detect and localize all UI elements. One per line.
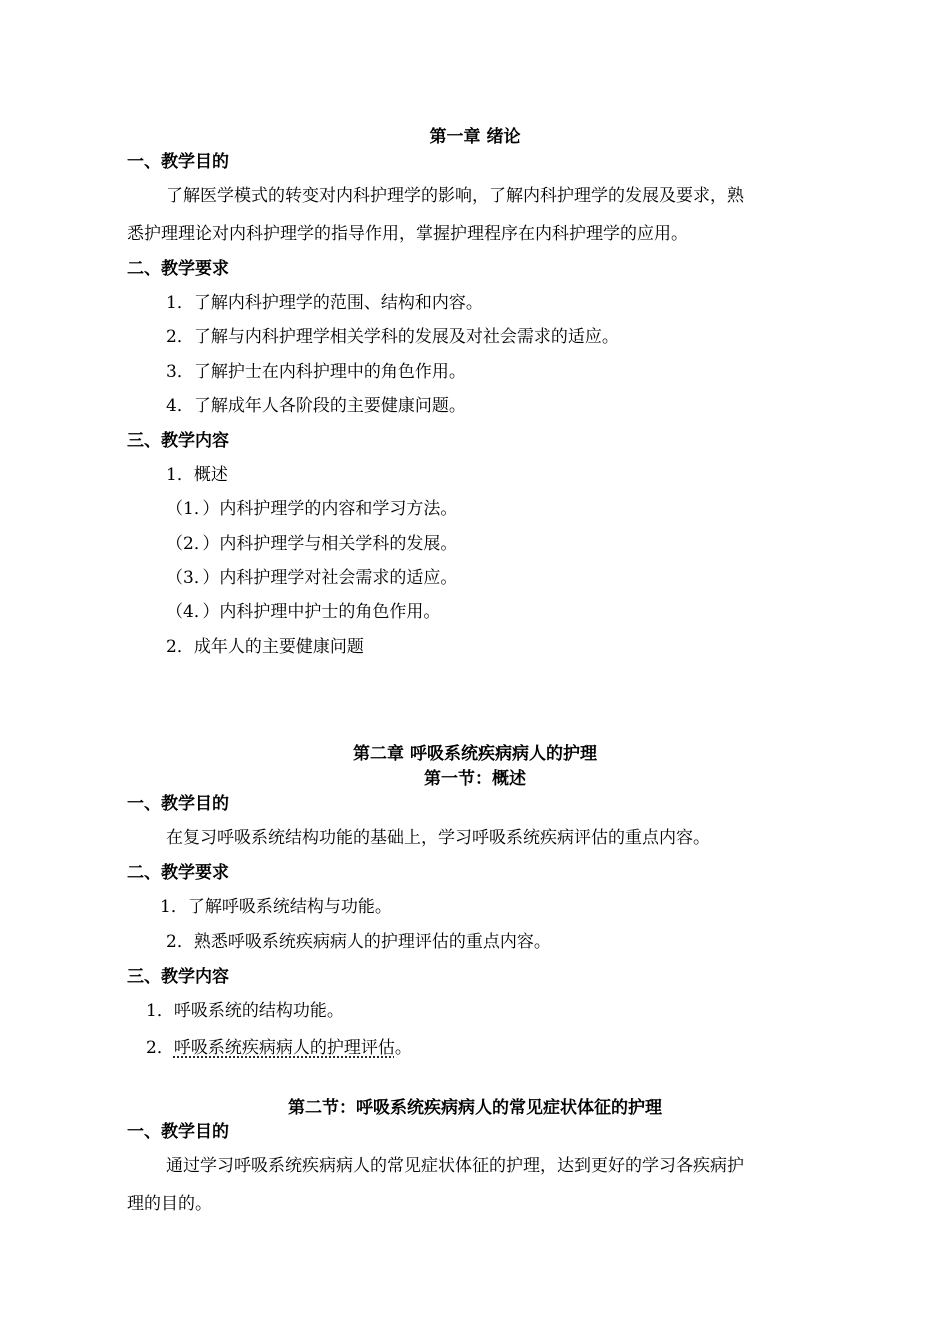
ch1-content-1-sub-1: （1．）内科护理学的内容和学习方法。 xyxy=(166,499,458,519)
ch2-content-1: 1．呼吸系统的结构功能。 xyxy=(146,1001,344,1021)
chapter-1-title: 第一章 绪论 xyxy=(429,127,521,147)
ch2-content-2-number: 2． xyxy=(146,1038,174,1058)
ch1-requirement-1: 1．了解内科护理学的范围、结构和内容。 xyxy=(166,293,483,313)
ch2-content-2 xyxy=(146,1037,412,1059)
ch2-content-2-period: 。 xyxy=(394,1038,412,1058)
ch1-requirement-2: 2．了解与内科护理学相关学科的发展及对社会需求的适应。 xyxy=(166,327,619,347)
ch1-requirement-3: 3．了解护士在内科护理中的角色作用。 xyxy=(166,362,466,382)
ch2-sec2-objective-line-2: 理的目的。 xyxy=(127,1194,212,1214)
ch1-objective-line-1: 了解医学模式的转变对内科护理学的影响，了解内科护理学的发展及要求，熟 xyxy=(166,186,744,206)
ch2-sec2-objective-line-1: 通过学习呼吸系统疾病病人的常见症状体征的护理，达到更好的学习各疾病护 xyxy=(166,1156,744,1176)
ch1-content-2: 2．成年人的主要健康问题 xyxy=(166,637,364,657)
ch1-requirement-4: 4．了解成年人各阶段的主要健康问题。 xyxy=(166,396,466,416)
ch1-section-content-heading: 三、教学内容 xyxy=(127,431,229,451)
ch2-objective-heading: 一、教学目的 xyxy=(127,794,229,814)
ch2-requirement-2: 2．熟悉呼吸系统疾病病人的护理评估的重点内容。 xyxy=(166,932,551,952)
ch2-requirement-1: 1．了解呼吸系统结构与功能。 xyxy=(160,897,392,917)
ch2-section-2-title: 第二节：呼吸系统疾病病人的常见症状体征的护理 xyxy=(288,1098,662,1118)
ch2-requirements-heading: 二、教学要求 xyxy=(127,863,229,883)
ch2-sec2-objective-heading: 一、教学目的 xyxy=(127,1122,229,1142)
ch2-content-heading: 三、教学内容 xyxy=(127,967,229,987)
ch2-objective-line-1: 在复习呼吸系统结构功能的基础上，学习呼吸系统疾病评估的重点内容。 xyxy=(166,828,710,848)
ch1-section-requirements-heading: 二、教学要求 xyxy=(127,259,229,279)
ch1-content-1: 1．概述 xyxy=(166,465,228,485)
chapter-2-title: 第二章 呼吸系统疾病病人的护理 xyxy=(353,744,597,764)
ch2-content-2-underlined-text: 呼吸系统疾病病人的护理评估 xyxy=(173,1038,395,1058)
ch1-objective-line-2: 悉护理理论对内科护理学的指导作用，掌握护理程序在内科护理学的应用。 xyxy=(127,224,688,244)
ch1-content-1-sub-4: （4．）内科护理中护士的角色作用。 xyxy=(166,602,441,622)
ch1-content-1-sub-3: （3．）内科护理学对社会需求的适应。 xyxy=(166,568,458,588)
ch1-content-1-sub-2: （2．）内科护理学与相关学科的发展。 xyxy=(166,534,458,554)
ch2-section-1-title: 第一节：概述 xyxy=(424,769,526,789)
ch1-section-objective-heading: 一、教学目的 xyxy=(127,152,229,172)
